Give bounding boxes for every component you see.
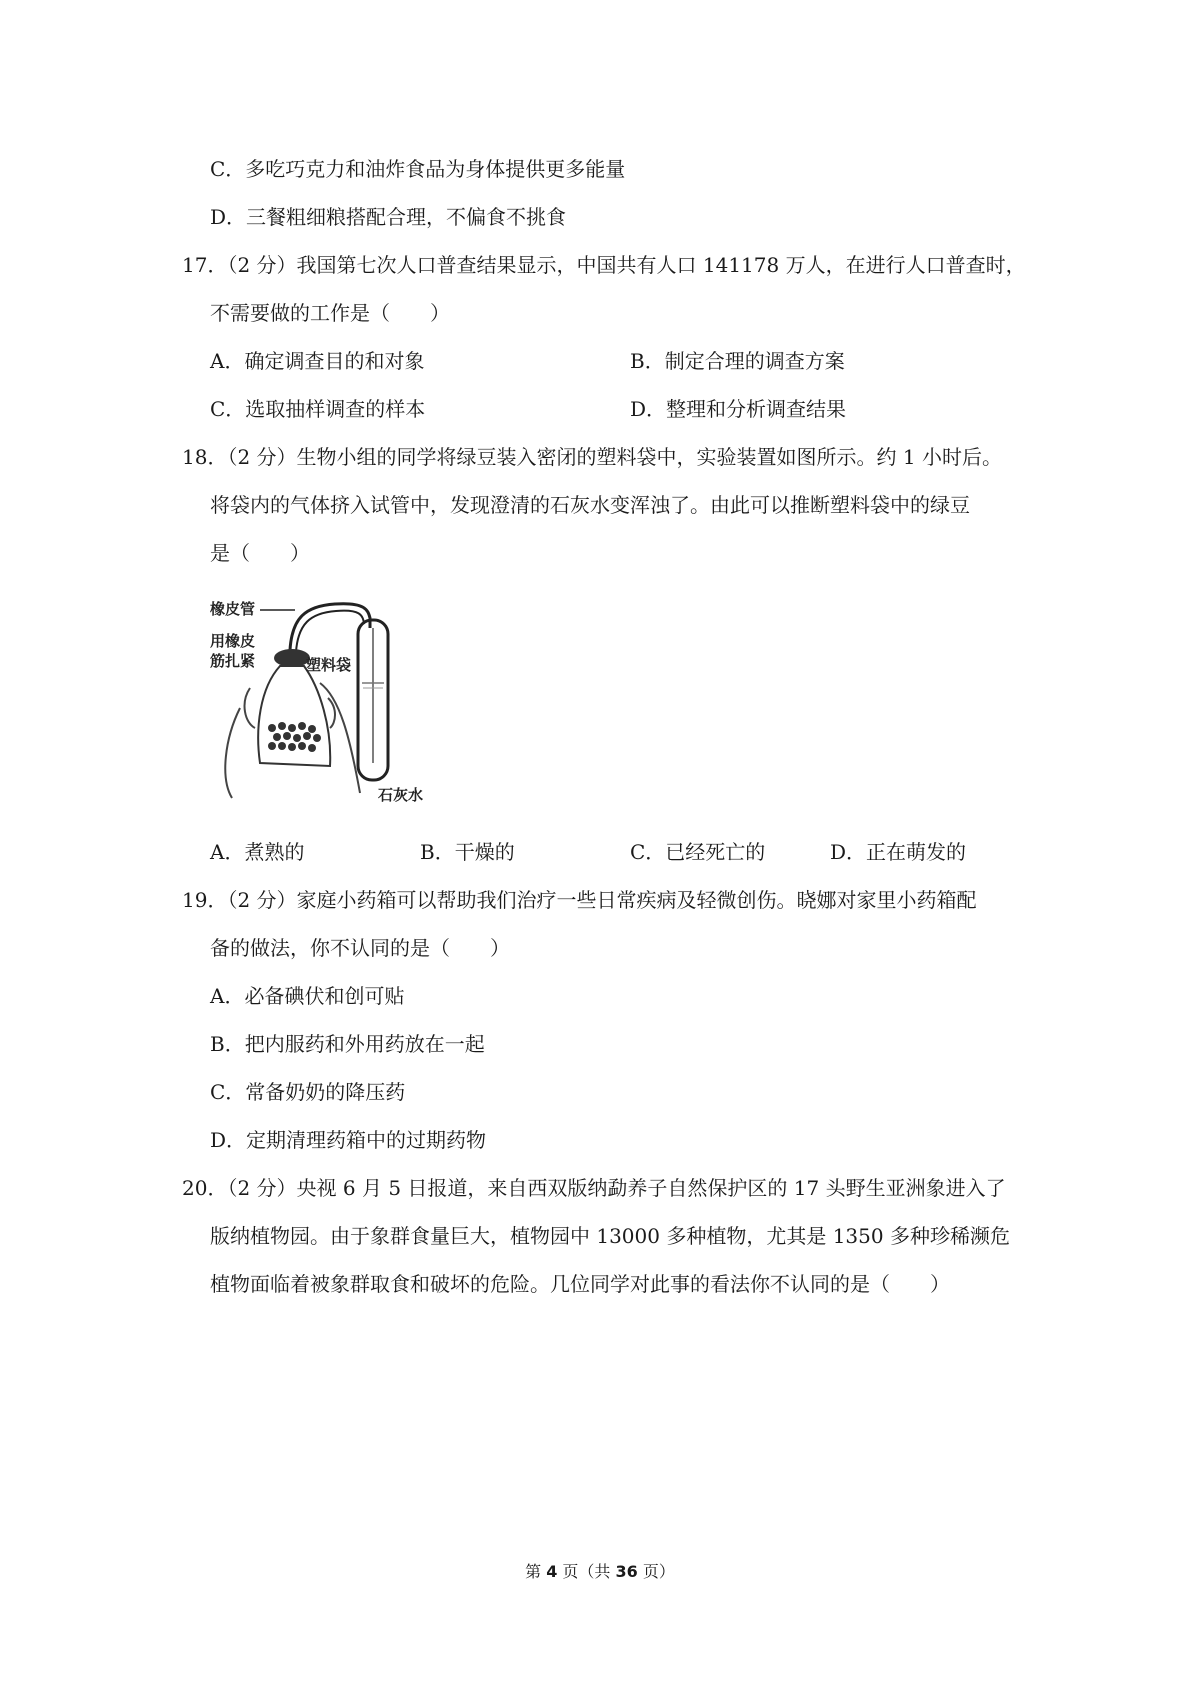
label-plastic-bag: 塑料袋 [306, 656, 352, 674]
q20-stem-line3: 植物面临着被象群取食和破坏的危险。几位同学对此事的看法你不认同的是（ ） [210, 1272, 950, 1296]
q19-option-d: D．定期清理药箱中的过期药物 [210, 1128, 487, 1152]
q17-option-c: C．选取抽样调查的样本 [210, 397, 426, 421]
q18-stem-line1: 18．（2 分）生物小组的同学将绿豆装入密闭的塑料袋中，实验装置如图所示。约 1 小时后。 [182, 445, 1002, 469]
q17-option-b: B．制定合理的调查方案 [630, 349, 845, 373]
rubber-tube-inner [296, 611, 364, 652]
page-footer [0, 1561, 1200, 1583]
q17-option-d: D．整理和分析调查结果 [630, 397, 847, 421]
label-limewater: 石灰水 [378, 786, 424, 804]
q18-option-b: B．干燥的 [420, 840, 515, 864]
q18-stem-line2: 将袋内的气体挤入试管中，发现澄清的石灰水变浑浊了。由此可以推断塑料袋中的绿豆 [210, 493, 970, 517]
experiment-figure [210, 588, 470, 806]
q20-stem-line1: 20．（2 分）央视 6 月 5 日报道，来自西双版纳勐养子自然保护区的 17 头野生亚洲象进入了 [182, 1176, 1006, 1200]
q18-option-d: D．正在萌发的 [830, 840, 967, 864]
left-hand-shape [225, 708, 240, 798]
footer-prefix: 第 [525, 1562, 547, 1581]
label-tie-line1: 用橡皮 [210, 632, 256, 650]
prev-option-d: D．三餐粗细粮搭配合理，不偏食不挑食 [210, 205, 567, 229]
q18-option-a: A．煮熟的 [210, 840, 305, 864]
footer-suffix: 页） [637, 1562, 675, 1581]
q19-stem-line1: 19．（2 分）家庭小药箱可以帮助我们治疗一些日常疾病及轻微创伤。晓娜对家里小药箱配 [182, 888, 977, 912]
q17-stem-line1: 17．（2 分）我国第七次人口普查结果显示，中国共有人口 141178 万人，在进行人口普查时， [182, 253, 1026, 277]
q19-option-c: C．常备奶奶的降压药 [210, 1080, 406, 1104]
plastic-bag-shape [258, 666, 330, 766]
q18-stem-line3: 是（ ） [210, 541, 310, 565]
experiment-diagram [210, 588, 470, 806]
rubber-band-knot [274, 649, 310, 667]
q20-stem-line2: 版纳植物园。由于象群食量巨大，植物园中 13000 多种植物，尤其是 1350 多种珍稀濒危 [210, 1224, 1010, 1248]
prev-option-c: C．多吃巧克力和油炸食品为身体提供更多能量 [210, 157, 626, 181]
label-tie-line2: 筋扎紧 [210, 652, 256, 670]
q19-option-a: A．必备碘伏和创可贴 [210, 984, 405, 1008]
right-hand-shape [320, 683, 360, 793]
label-rubber-tube: 橡皮管 [210, 600, 256, 618]
footer-total-pages: 36 [615, 1562, 638, 1581]
footer-middle: 页（共 [557, 1562, 616, 1581]
mung-beans [268, 722, 321, 752]
q17-option-a: A．确定调查目的和对象 [210, 349, 425, 373]
footer-page-number: 4 [546, 1562, 558, 1581]
q19-stem-line2: 备的做法，你不认同的是（ ） [210, 936, 510, 960]
q17-stem-line2: 不需要做的工作是（ ） [210, 301, 450, 325]
q19-option-b: B．把内服药和外用药放在一起 [210, 1032, 485, 1056]
q18-option-c: C．已经死亡的 [630, 840, 766, 864]
